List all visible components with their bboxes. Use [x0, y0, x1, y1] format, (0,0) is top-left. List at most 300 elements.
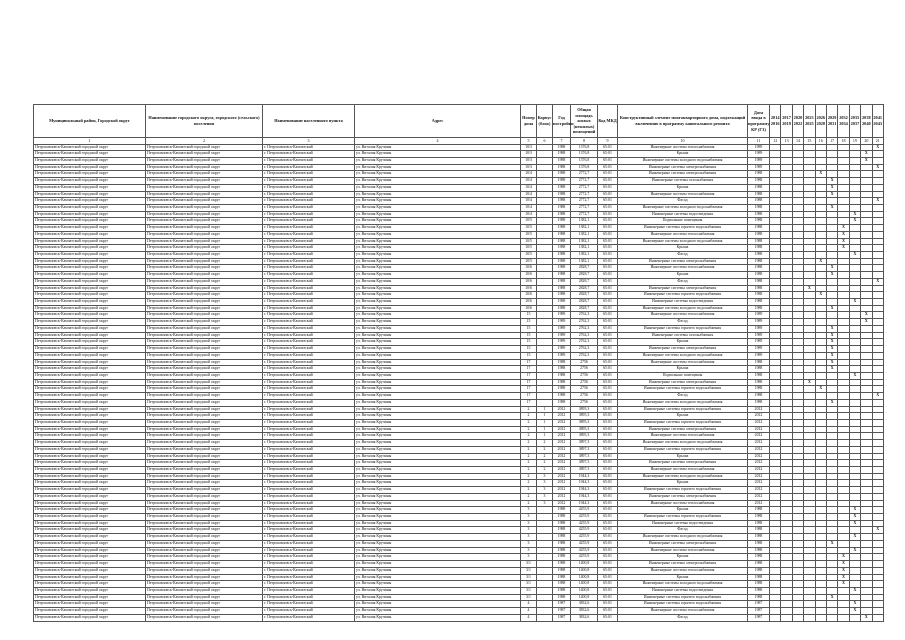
period-cell: [838, 211, 849, 218]
area-cell: 2762,3: [571, 332, 598, 339]
period-cell: [861, 204, 872, 211]
district-cell: Петропавловск-Камчатский городской округ: [34, 178, 146, 185]
header-building: Корпус (блок): [537, 105, 553, 138]
house-number-cell: 10/6: [521, 278, 537, 285]
period-cell: [838, 614, 849, 621]
period-cell: [872, 252, 883, 259]
table-row: [34, 493, 884, 500]
period-cell: [770, 352, 781, 359]
column-number: 3: [263, 138, 355, 145]
locality-cell: г. Петропавловск-Камчатский: [263, 507, 355, 514]
period-cell: [770, 413, 781, 420]
period-cell: [872, 352, 883, 359]
period-cell: [804, 319, 815, 326]
district-cell: Петропавловск-Камчатский городской округ: [34, 534, 146, 541]
header-element: Конструктивный элемент многоквартирного дома, подлежащий включению в программу капитального ремонта: [618, 105, 748, 138]
district-cell: Петропавловск-Камчатский городской округ: [34, 184, 146, 191]
street-cell: ул. Виталия Кручины: [355, 467, 521, 474]
period-cell: [781, 561, 792, 568]
date-cell: 1987: [748, 614, 770, 621]
settlement-cell: Петропавловск-Камчатский городской округ: [146, 534, 263, 541]
period-cell: [792, 399, 803, 406]
period-cell: [815, 211, 826, 218]
table-row: [34, 258, 884, 265]
locality-cell: г. Петропавловск-Камчатский: [263, 574, 355, 581]
period-cell: [861, 406, 872, 413]
period-cell: [804, 406, 815, 413]
period-mark: X: [849, 547, 860, 554]
period-cell: [826, 164, 837, 171]
period-cell: [861, 278, 872, 285]
table-row: [34, 433, 884, 440]
year-cell: 1988: [553, 393, 571, 400]
house-number-cell: 3/1: [521, 561, 537, 568]
building-cell: [537, 211, 553, 218]
period-cell: [781, 305, 792, 312]
table-row: [34, 554, 884, 561]
year-cell: 1988: [553, 245, 571, 252]
date-cell: 2012: [748, 460, 770, 467]
element-cell: Крыша: [618, 184, 748, 191]
period-cell: [826, 567, 837, 574]
period-cell: [861, 252, 872, 259]
house-number-cell: 4: [521, 614, 537, 621]
building-cell: [537, 305, 553, 312]
element-cell: Инженерные системы электроснабжения: [618, 460, 748, 467]
house-number-cell: 10/5: [521, 225, 537, 232]
street-cell: ул. Виталия Кручины: [355, 567, 521, 574]
district-cell: Петропавловск-Камчатский городской округ: [34, 487, 146, 494]
mkd-code-cell: 65:01: [598, 399, 618, 406]
district-cell: Петропавловск-Камчатский городской округ: [34, 473, 146, 480]
period-cell: [770, 198, 781, 205]
period-mark: X: [826, 594, 837, 601]
period-cell: [849, 352, 860, 359]
element-cell: Инженерные системы горячего водоснабжения: [618, 514, 748, 521]
district-cell: Петропавловск-Камчатский городской округ: [34, 312, 146, 319]
period-cell: [838, 527, 849, 534]
locality-cell: г. Петропавловск-Камчатский: [263, 487, 355, 494]
period-mark: X: [849, 252, 860, 259]
period-cell: [815, 587, 826, 594]
period-mark: X: [804, 379, 815, 386]
period-cell: [872, 204, 883, 211]
period-cell: [849, 386, 860, 393]
house-number-cell: 10/6: [521, 272, 537, 279]
period-cell: [861, 325, 872, 332]
period-cell: [770, 440, 781, 447]
period-cell: [815, 433, 826, 440]
locality-cell: г. Петропавловск-Камчатский: [263, 252, 355, 259]
period-cell: [781, 540, 792, 547]
period-mark: X: [861, 151, 872, 158]
element-cell: Инженерные системы теплоснабжения: [618, 500, 748, 507]
settlement-cell: Петропавловск-Камчатский городской округ: [146, 211, 263, 218]
period-cell: [872, 614, 883, 621]
period-cell: [838, 601, 849, 608]
period-cell: [861, 460, 872, 467]
street-cell: ул. Виталия Кручины: [355, 399, 521, 406]
period-cell: [861, 211, 872, 218]
period-cell: [872, 339, 883, 346]
period-cell: [804, 480, 815, 487]
period-cell: [770, 480, 781, 487]
header-period-9: 2038 2040: [861, 105, 872, 138]
street-cell: ул. Виталия Кручины: [355, 184, 521, 191]
settlement-cell: Петропавловск-Камчатский городской округ: [146, 500, 263, 507]
period-cell: [815, 218, 826, 225]
period-cell: [770, 406, 781, 413]
period-cell: [770, 359, 781, 366]
district-cell: Петропавловск-Камчатский городской округ: [34, 581, 146, 588]
settlement-cell: Петропавловск-Камчатский городской округ: [146, 151, 263, 158]
settlement-cell: Петропавловск-Камчатский городской округ: [146, 272, 263, 279]
area-cell: 3832,6: [571, 614, 598, 621]
period-cell: [781, 164, 792, 171]
settlement-cell: Петропавловск-Камчатский городской округ: [146, 487, 263, 494]
period-cell: [861, 332, 872, 339]
area-cell: 1376,8: [571, 164, 598, 171]
element-cell: Фасад: [618, 527, 748, 534]
year-cell: 1988: [553, 379, 571, 386]
element-cell: Инженерные системы горячего водоснабжения: [618, 446, 748, 453]
period-mark: X: [826, 332, 837, 339]
period-cell: [861, 426, 872, 433]
period-cell: [770, 171, 781, 178]
district-cell: Петропавловск-Камчатский городской округ: [34, 399, 146, 406]
area-cell: 2772,7: [571, 171, 598, 178]
area-cell: 2828,7: [571, 299, 598, 306]
district-cell: Петропавловск-Камчатский городской округ: [34, 292, 146, 299]
element-cell: Инженерные системы водоотведения: [618, 520, 748, 527]
period-cell: [770, 473, 781, 480]
period-cell: [792, 419, 803, 426]
period-cell: [804, 587, 815, 594]
date-cell: 1988: [748, 507, 770, 514]
mkd-code-cell: 65:01: [598, 339, 618, 346]
column-number: 7: [553, 138, 571, 145]
period-mark: X: [849, 218, 860, 225]
period-cell: [804, 487, 815, 494]
year-cell: 1988: [553, 285, 571, 292]
period-cell: [770, 157, 781, 164]
period-cell: [861, 366, 872, 373]
district-cell: Петропавловск-Камчатский городской округ: [34, 366, 146, 373]
area-cell: 2772,7: [571, 184, 598, 191]
period-cell: [792, 587, 803, 594]
period-cell: [838, 426, 849, 433]
period-cell: [849, 527, 860, 534]
period-cell: [815, 366, 826, 373]
street-cell: ул. Виталия Кручины: [355, 520, 521, 527]
area-cell: 4255,9: [571, 527, 598, 534]
period-cell: [826, 608, 837, 615]
period-cell: [815, 299, 826, 306]
house-number-cell: 10/6: [521, 305, 537, 312]
period-cell: [770, 178, 781, 185]
district-cell: Петропавловск-Камчатский городской округ: [34, 278, 146, 285]
period-cell: [849, 285, 860, 292]
period-cell: [792, 567, 803, 574]
period-cell: [804, 325, 815, 332]
locality-cell: г. Петропавловск-Камчатский: [263, 211, 355, 218]
locality-cell: г. Петропавловск-Камчатский: [263, 534, 355, 541]
period-cell: [861, 547, 872, 554]
street-cell: ул. Виталия Кручины: [355, 614, 521, 621]
date-cell: 1988: [748, 540, 770, 547]
locality-cell: г. Петропавловск-Камчатский: [263, 614, 355, 621]
period-cell: [872, 386, 883, 393]
settlement-cell: Петропавловск-Камчатский городской округ: [146, 520, 263, 527]
column-number: 10: [618, 138, 748, 145]
area-cell: 2772,7: [571, 178, 598, 185]
period-cell: [872, 258, 883, 265]
building-cell: [537, 204, 553, 211]
period-cell: [804, 507, 815, 514]
period-cell: [826, 426, 837, 433]
period-cell: [792, 608, 803, 615]
year-cell: 1988: [553, 178, 571, 185]
period-cell: [861, 587, 872, 594]
date-cell: 1988: [748, 178, 770, 185]
date-cell: 1988: [748, 594, 770, 601]
mkd-code-cell: 65:01: [598, 171, 618, 178]
period-cell: [838, 218, 849, 225]
period-cell: [849, 473, 860, 480]
period-cell: [781, 292, 792, 299]
period-cell: [804, 157, 815, 164]
period-cell: [792, 386, 803, 393]
house-number-cell: 2: [521, 453, 537, 460]
date-cell: 2012: [748, 433, 770, 440]
header-date: Дата ввода в программу КР (ГЗ): [748, 105, 770, 138]
area-cell: 1944,3: [571, 493, 598, 500]
building-cell: [537, 151, 553, 158]
street-cell: ул. Виталия Кручины: [355, 534, 521, 541]
area-cell: 2828,7: [571, 272, 598, 279]
year-cell: 1988: [553, 366, 571, 373]
period-cell: [826, 211, 837, 218]
district-cell: Петропавловск-Камчатский городской округ: [34, 413, 146, 420]
year-cell: 1988: [553, 594, 571, 601]
element-cell: Инженерные системы горячего водоснабжения: [618, 292, 748, 299]
house-number-cell: 3: [521, 507, 537, 514]
period-cell: [804, 366, 815, 373]
house-number-cell: 3/1: [521, 587, 537, 594]
header-row: [34, 105, 884, 138]
house-number-cell: 10/6: [521, 292, 537, 299]
period-cell: [815, 614, 826, 621]
period-cell: [781, 346, 792, 353]
period-cell: [872, 359, 883, 366]
element-cell: Фасад: [618, 198, 748, 205]
period-cell: [815, 567, 826, 574]
area-cell: 3897,3: [571, 467, 598, 474]
district-cell: Петропавловск-Камчатский городской округ: [34, 238, 146, 245]
period-cell: [781, 567, 792, 574]
period-cell: [872, 467, 883, 474]
period-cell: [815, 487, 826, 494]
period-cell: [781, 594, 792, 601]
period-cell: [781, 460, 792, 467]
year-cell: 1988: [553, 164, 571, 171]
area-cell: 2756: [571, 366, 598, 373]
locality-cell: г. Петропавловск-Камчатский: [263, 184, 355, 191]
table-row: [34, 319, 884, 326]
period-cell: [781, 480, 792, 487]
mkd-code-cell: 65:01: [598, 460, 618, 467]
header-area: Общая площадь жилых (нежилых) помещений: [571, 105, 598, 138]
district-cell: Петропавловск-Камчатский городской округ: [34, 453, 146, 460]
period-cell: [861, 346, 872, 353]
period-cell: [872, 191, 883, 198]
settlement-cell: Петропавловск-Камчатский городской округ: [146, 171, 263, 178]
period-cell: [815, 285, 826, 292]
period-mark: X: [838, 238, 849, 245]
locality-cell: г. Петропавловск-Камчатский: [263, 178, 355, 185]
building-cell: [537, 325, 553, 332]
area-cell: 4255,9: [571, 534, 598, 541]
period-cell: [826, 218, 837, 225]
period-cell: [770, 231, 781, 238]
house-number-cell: 17: [521, 366, 537, 373]
locality-cell: г. Петропавловск-Камчатский: [263, 460, 355, 467]
locality-cell: г. Петропавловск-Камчатский: [263, 527, 355, 534]
district-cell: Петропавловск-Камчатский городской округ: [34, 440, 146, 447]
house-number-cell: 17: [521, 359, 537, 366]
settlement-cell: Петропавловск-Камчатский городской округ: [146, 325, 263, 332]
district-cell: Петропавловск-Камчатский городской округ: [34, 386, 146, 393]
settlement-cell: Петропавловск-Камчатский городской округ: [146, 547, 263, 554]
district-cell: Петропавловск-Камчатский городской округ: [34, 285, 146, 292]
period-cell: [849, 540, 860, 547]
period-cell: [838, 413, 849, 420]
period-cell: [804, 352, 815, 359]
building-cell: [537, 372, 553, 379]
date-cell: 1988: [748, 278, 770, 285]
settlement-cell: Петропавловск-Камчатский городской округ: [146, 507, 263, 514]
element-cell: Крыша: [618, 507, 748, 514]
year-cell: 1988: [553, 299, 571, 306]
period-cell: [770, 453, 781, 460]
period-cell: [838, 460, 849, 467]
district-cell: Петропавловск-Камчатский городской округ: [34, 198, 146, 205]
locality-cell: г. Петропавловск-Камчатский: [263, 272, 355, 279]
house-number-cell: 10/4: [521, 198, 537, 205]
period-cell: [804, 211, 815, 218]
period-cell: [861, 554, 872, 561]
period-cell: [838, 278, 849, 285]
year-cell: 1988: [553, 184, 571, 191]
area-cell: 1944,3: [571, 487, 598, 494]
period-cell: [792, 426, 803, 433]
period-cell: [770, 372, 781, 379]
area-cell: 1944,3: [571, 473, 598, 480]
period-cell: [861, 574, 872, 581]
element-cell: Крыша: [618, 453, 748, 460]
locality-cell: г. Петропавловск-Камчатский: [263, 225, 355, 232]
settlement-cell: Петропавловск-Камчатский городской округ: [146, 305, 263, 312]
house-number-cell: 3/1: [521, 574, 537, 581]
district-cell: Петропавловск-Камчатский городской округ: [34, 359, 146, 366]
period-cell: [815, 191, 826, 198]
period-cell: [815, 265, 826, 272]
year-cell: 2012: [553, 413, 571, 420]
period-cell: [781, 453, 792, 460]
element-cell: Инженерные системы теплоснабжения: [618, 265, 748, 272]
street-cell: ул. Виталия Кручины: [355, 285, 521, 292]
locality-cell: г. Петропавловск-Камчатский: [263, 426, 355, 433]
period-mark: X: [815, 171, 826, 178]
period-cell: [872, 312, 883, 319]
element-cell: Фасад: [618, 614, 748, 621]
street-cell: ул. Виталия Кручины: [355, 554, 521, 561]
period-mark: X: [826, 346, 837, 353]
locality-cell: г. Петропавловск-Камчатский: [263, 198, 355, 205]
period-cell: [792, 500, 803, 507]
street-cell: ул. Виталия Кручины: [355, 574, 521, 581]
street-cell: ул. Виталия Кручины: [355, 191, 521, 198]
period-cell: [770, 339, 781, 346]
period-cell: [770, 520, 781, 527]
period-cell: [861, 339, 872, 346]
period-cell: [826, 292, 837, 299]
period-cell: [872, 319, 883, 326]
period-cell: [815, 319, 826, 326]
district-cell: Петропавловск-Камчатский городской округ: [34, 245, 146, 252]
year-cell: 1988: [553, 278, 571, 285]
period-cell: [770, 312, 781, 319]
building-cell: 2: [537, 446, 553, 453]
period-cell: [804, 191, 815, 198]
period-cell: [861, 453, 872, 460]
mkd-code-cell: 65:01: [598, 299, 618, 306]
period-cell: [861, 514, 872, 521]
date-cell: 1988: [748, 386, 770, 393]
area-cell: 3895,3: [571, 433, 598, 440]
period-cell: [826, 285, 837, 292]
period-cell: [838, 608, 849, 615]
locality-cell: г. Петропавловск-Камчатский: [263, 581, 355, 588]
period-mark: X: [849, 520, 860, 527]
locality-cell: г. Петропавловск-Камчатский: [263, 372, 355, 379]
area-cell: 3897,3: [571, 460, 598, 467]
period-cell: [861, 393, 872, 400]
period-mark: X: [826, 265, 837, 272]
period-cell: [770, 332, 781, 339]
locality-cell: г. Петропавловск-Камчатский: [263, 514, 355, 521]
house-number-cell: 2: [521, 473, 537, 480]
house-number-cell: 10/3: [521, 157, 537, 164]
building-cell: [537, 386, 553, 393]
period-mark: X: [849, 299, 860, 306]
date-cell: 1988: [748, 292, 770, 299]
period-mark: X: [872, 164, 883, 171]
period-mark: X: [804, 285, 815, 292]
street-cell: ул. Виталия Кручины: [355, 446, 521, 453]
header-house-number: Номер дома: [521, 105, 537, 138]
period-cell: [849, 554, 860, 561]
period-cell: [781, 426, 792, 433]
mkd-code-cell: 65:01: [598, 258, 618, 265]
period-cell: [815, 379, 826, 386]
building-cell: [537, 265, 553, 272]
period-cell: [770, 587, 781, 594]
table-row: [34, 527, 884, 534]
period-cell: [861, 500, 872, 507]
table-row: [34, 534, 884, 541]
period-cell: [792, 299, 803, 306]
